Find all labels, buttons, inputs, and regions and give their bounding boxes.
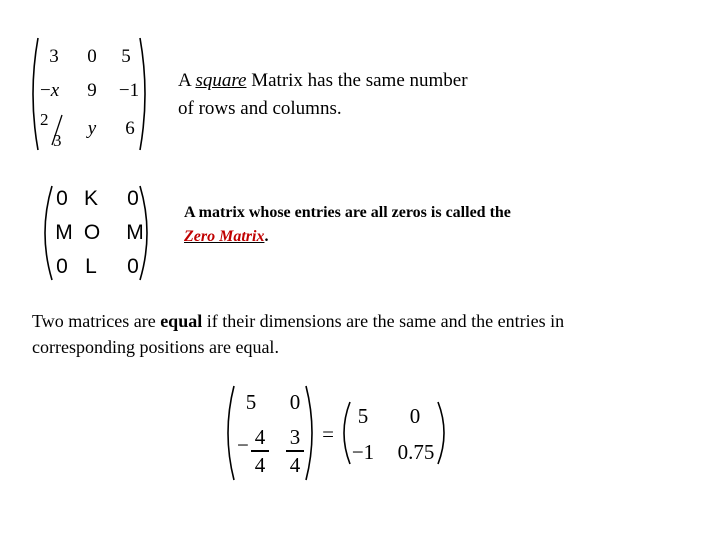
m2-cell-2-3: M: [126, 221, 144, 244]
m1-cell-3-3: 6: [125, 118, 135, 139]
eq-right-cell-1-2: 0: [409, 404, 421, 428]
eq-frac-2-bar: [286, 450, 304, 452]
m1-cell-1-2: 0: [87, 46, 97, 67]
m1-frac-den: 3: [53, 131, 62, 150]
m2-cell-2-1: M: [55, 221, 73, 244]
eq-left-frac-1: [251, 426, 269, 476]
eq-left-frac-2: [286, 426, 304, 476]
m1-var-x: x: [50, 80, 60, 101]
m1-cell-2-2: 9: [87, 80, 97, 101]
eq-frac-2-num: 3: [289, 425, 301, 449]
equal-before: Two matrices are: [32, 311, 161, 331]
m1-frac-num: 2: [40, 110, 49, 129]
m1-neg-sign: −: [40, 80, 51, 101]
eq-right-cell-2-2: 0.75: [397, 440, 435, 464]
square-line-2: of rows and columns.: [178, 98, 342, 119]
m1-cell-1-3: 5: [121, 46, 131, 67]
eq-left-neg-sign: −: [237, 433, 249, 457]
square-line-1-rest: Matrix has the same number: [246, 70, 468, 91]
eq-frac-1-den: 4: [254, 452, 266, 477]
m2-cell-3-1: 0: [56, 255, 68, 278]
m2-cell-1-2: K: [83, 187, 98, 210]
eq-frac-1-bar: [251, 450, 269, 452]
m1-cell-1-1: 3: [49, 46, 59, 67]
square-term: square: [195, 70, 247, 91]
equal-after: if their dimensions are the same and the entries in: [202, 311, 565, 331]
eq-right-cell-1-1: 5: [357, 404, 369, 428]
square-prefix: A: [178, 70, 196, 91]
m2-cell-1-3: 0: [127, 187, 139, 210]
eq-left-cell-1-2: 0: [289, 390, 301, 414]
m2-cell-2-2: O: [83, 221, 101, 244]
m1-cell-2-3: −1: [118, 80, 140, 101]
m2-cell-3-2: L: [85, 255, 97, 278]
zero-end: .: [264, 228, 269, 245]
eq-frac-1-num: 4: [254, 425, 266, 449]
zero-matrix-term: Zero Matrix: [184, 228, 265, 245]
zero-line-1: A matrix whose entries are all zeros is called the: [184, 204, 511, 221]
equal-line-2: corresponding positions are equal.: [32, 337, 279, 357]
m2-cell-1-1: 0: [56, 187, 68, 210]
m2-cell-3-3: 0: [127, 255, 139, 278]
m1-cell-3-2: y: [87, 118, 97, 139]
equal-term: equal: [160, 311, 203, 331]
equals-sign: =: [322, 422, 334, 446]
eq-left-cell-1-1: 5: [245, 390, 257, 414]
eq-frac-2-den: 4: [289, 452, 301, 477]
eq-right-cell-2-1: −1: [351, 440, 375, 464]
